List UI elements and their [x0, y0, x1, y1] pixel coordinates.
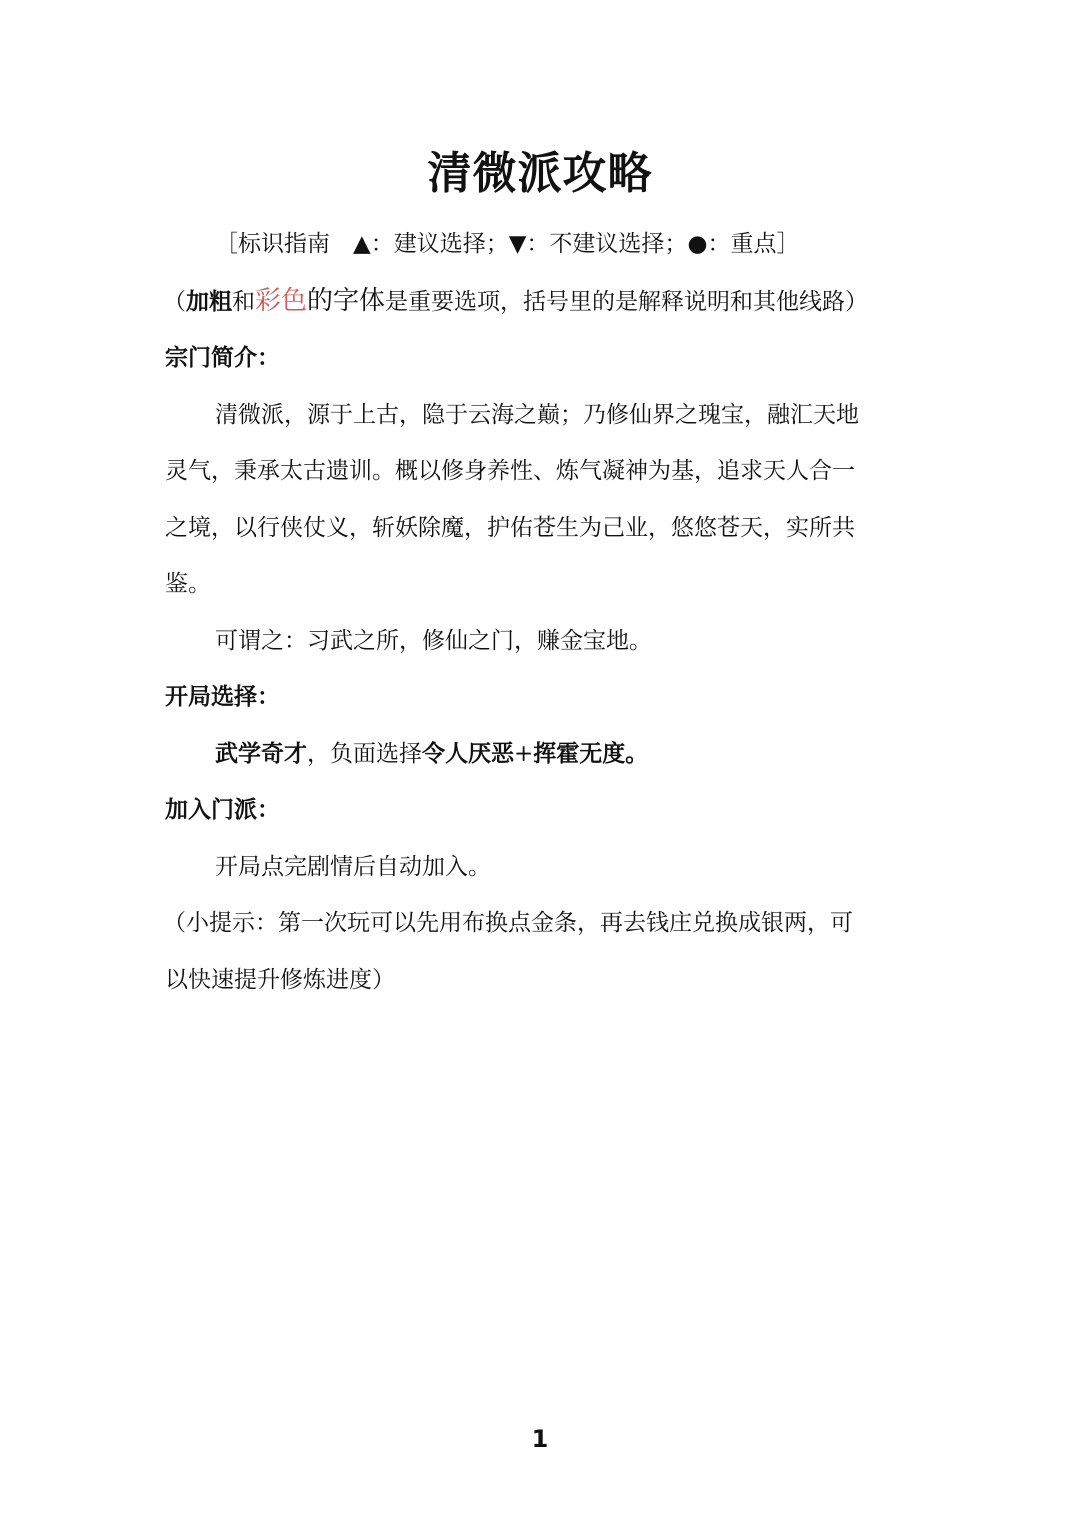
intro-paragraph-line: 清微派，源于上古，隐于云海之巅；乃修仙界之瑰宝，融汇天地 [215, 402, 859, 428]
note-and: 和 [232, 289, 255, 315]
start-choice-mid: ，负面选择 [307, 741, 422, 767]
start-plus: + [514, 741, 534, 767]
start-negative-1: 令人厌恶 [422, 741, 514, 767]
start-choice-line [215, 737, 975, 771]
intro-paragraph-line: 鉴。 [165, 571, 211, 597]
join-text: 开局点完剧情后自动加入。 [215, 854, 491, 880]
start-choice-bold: 武学奇才 [215, 741, 307, 767]
start-heading: 开局选择： [165, 684, 280, 710]
start-negative-2: 挥霍无度。 [533, 741, 649, 767]
intro-heading: 宗门简介： [165, 345, 280, 371]
note-colored-word: 彩色 [255, 286, 308, 316]
join-tip-line: 以快速提升修炼进度） [165, 967, 395, 993]
note-rest: 是重要选项，括号里的是解释说明和其他线路） [385, 289, 869, 315]
intro-summary: 可谓之：习武之所，修仙之门，赚金宝地。 [215, 628, 652, 654]
legend-line: ［标识指南 ▲：建议选择；▼：不建议选择；●：重点］ [215, 231, 800, 257]
note-font-text: 的字体 [307, 286, 386, 316]
join-heading: 加入门派： [165, 797, 280, 823]
note-line [163, 284, 923, 319]
page-number: 1 [531, 1425, 549, 1453]
join-tip-line: （小提示：第一次玩可以先用布换点金条，再去钱庄兑换成银两，可 [163, 910, 853, 936]
page-title: 清微派攻略 [427, 148, 653, 199]
note-bold-word: 加粗 [186, 289, 232, 315]
intro-paragraph-line: 灵气，秉承太古遗训。概以修身养性、炼气凝神为基，追求天人合一 [165, 458, 855, 484]
note-open: （ [163, 289, 186, 315]
intro-paragraph-line: 之境，以行侠仗义，斩妖除魔，护佑苍生为己业，悠悠苍天，实所共 [165, 515, 855, 541]
